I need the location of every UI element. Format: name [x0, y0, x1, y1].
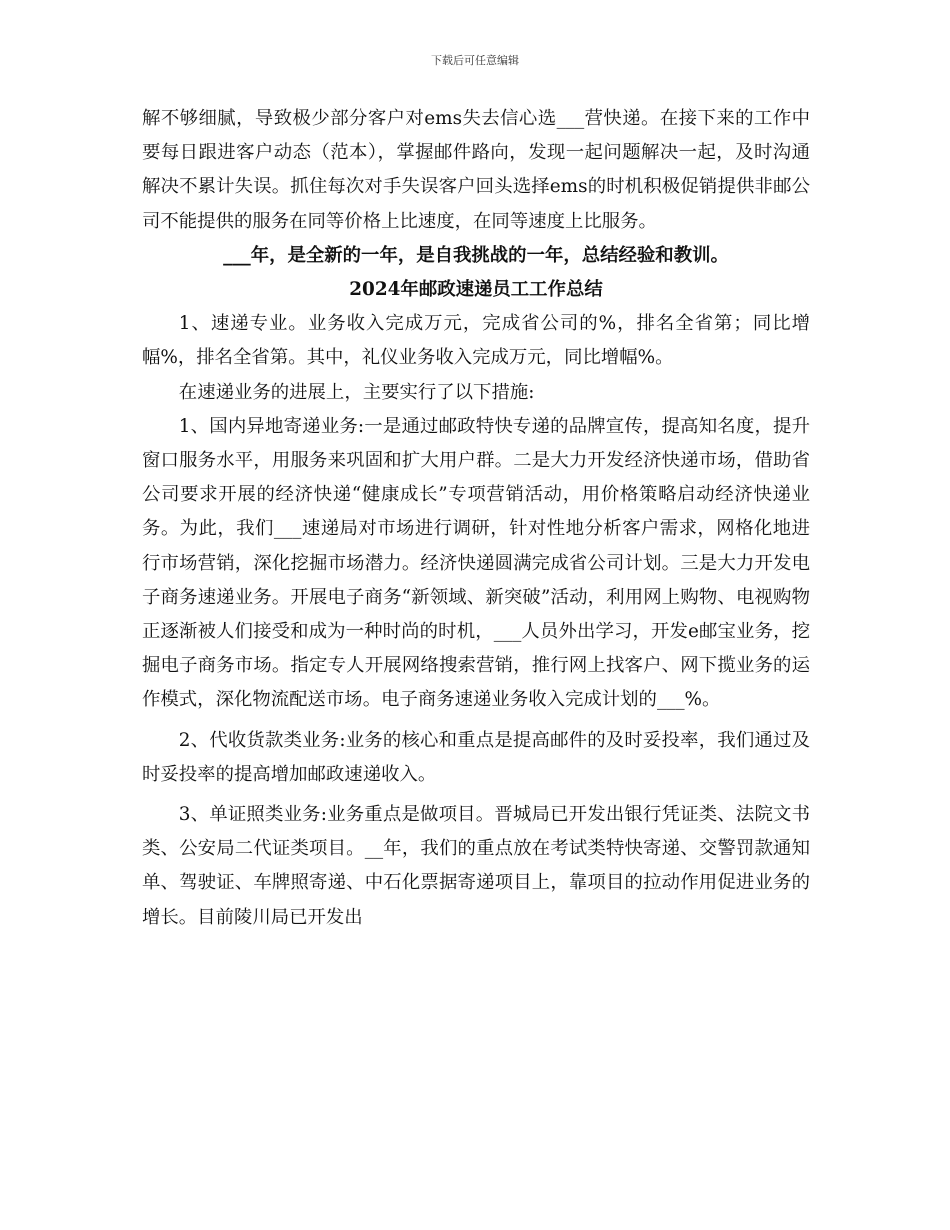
summary-statement: ___年，是全新的一年，是自我挑战的一年，总结经验和教训。: [223, 244, 729, 266]
paragraph-cod-business: 2、代收货款类业务:业务的核心和重点是提高邮件的及时妥投率，我们通过及时妥投率的提高增加邮政速递收入。: [142, 729, 810, 785]
paragraph-documents-business: 3、单证照类业务:业务重点是做项目。晋城局已开发出银行凭证类、法院文书类、公安局二代证类项目。__年，我们的重点放在考试类特快寄递、交警罚款通知单、驾驶证、车牌照寄递、中石化票据寄递项目上，靠项目的拉动作用促进业务的增长。目前陵川局已开发出: [142, 804, 810, 928]
document-title: 2024年邮政速递员工工作总结: [349, 279, 603, 301]
paragraph-express-business: 1、速递专业。业务收入完成万元，完成省公司的%，排名全省第；同比增幅%，排名全省第。其中，礼仪业务收入完成万元，同比增幅%。: [142, 313, 810, 369]
paragraph-domestic-delivery: 1、国内异地寄递业务:一是通过邮政特快专递的品牌宣传，提高知名度，提升窗口服务水平，用服务来巩固和扩大用户群。二是大力开发经济快递市场，借助省公司要求开展的经济快递“健康成长”专项营销活动，用价格策略启动经济快递业务。为此，我们___速递局对市场进行调研，针对性地分析客户需求，网格化地进行市场营销，深化挖掘市场潜力。经济快递圆满完成省公司计划。三是大力开发电子商务速递业务。开展电子商务“新领域、新突破”活动，利用网上购物、电视购物正逐渐被人们接受和成为一种时尚的时机，___人员外出学习，开发e邮宝业务，挖掘电子商务市场。指定专人开展网络搜索营销，推行网上找客户、网下揽业务的运作模式，深化物流配送市场。电子商务速递业务收入完成计划的___%。: [142, 415, 810, 711]
paragraph-measures-intro: 在速递业务的进展上，主要实行了以下措施:: [178, 381, 535, 403]
page-header: 下载后可任意编辑: [431, 54, 519, 67]
paragraph-continuation: 解不够细腻，导致极少部分客户对ems失去信心选___营快递。在接下来的工作中要每日跟进客户动态（范本），掌握邮件路向，发现一起问题解决一起，及时沟通解决不累计失误。抓住每次对手失误客户回头选择ems的时机积极促销提供非邮公司不能提供的服务在同等价格上比速度，在同等速度上比服务。: [142, 108, 810, 232]
document-body: [142, 102, 810, 935]
